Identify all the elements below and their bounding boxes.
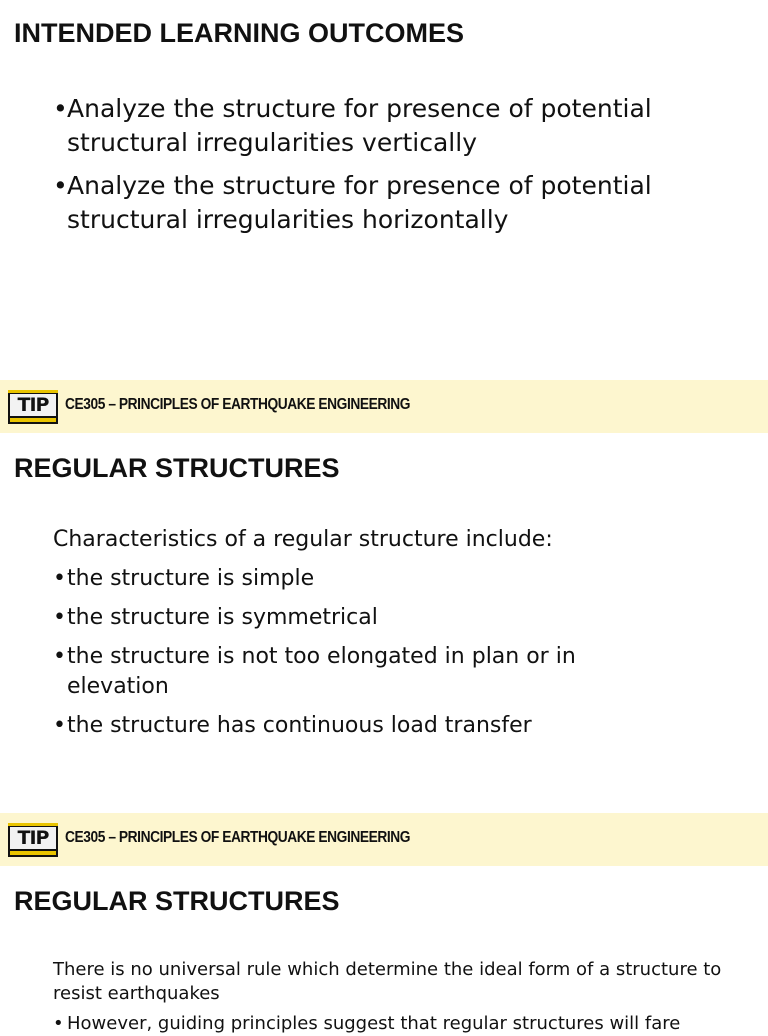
slide1-title: INTENDED LEARNING OUTCOMES — [14, 18, 465, 48]
slide2-title: REGULAR STRUCTURES — [14, 453, 340, 483]
tip-logo-text: TIP — [10, 394, 56, 416]
slide1-bullet-list — [53, 92, 733, 237]
list-item: • the structure is not too elongated in plan or in elevation — [53, 642, 653, 702]
list-item: • the structure has continuous load transfer — [53, 711, 653, 741]
list-item: • However, guiding principles suggest that regular structures will fare — [53, 1012, 743, 1036]
slide3-bullet-list — [53, 1012, 743, 1036]
course-header-band — [0, 380, 768, 433]
course-title: CE305 – PRINCIPLES OF EARTHQUAKE ENGINEERING — [65, 829, 411, 846]
list-item: • Analyze the structure for presence of potential structural irregularities horizontally — [53, 169, 733, 237]
list-item: • the structure is simple — [53, 564, 653, 594]
logo-stripe — [10, 418, 56, 422]
list-item: • the structure is symmetrical — [53, 603, 653, 633]
slide2-intro: Characteristics of a regular structure include: — [53, 527, 553, 552]
logo-stripe — [10, 851, 56, 855]
tip-logo-text: TIP — [10, 827, 56, 849]
course-header-band — [0, 813, 768, 866]
tip-logo — [8, 390, 58, 424]
slide3-intro: There is no universal rule which determine the ideal form of a structure to resist earthquakes — [53, 959, 722, 1004]
course-title: CE305 – PRINCIPLES OF EARTHQUAKE ENGINEERING — [65, 396, 411, 413]
list-item: • Analyze the structure for presence of potential structural irregularities vertically — [53, 92, 733, 160]
slide2-bullet-list — [53, 564, 653, 741]
tip-logo — [8, 823, 58, 857]
slide3-title: REGULAR STRUCTURES — [14, 886, 340, 916]
